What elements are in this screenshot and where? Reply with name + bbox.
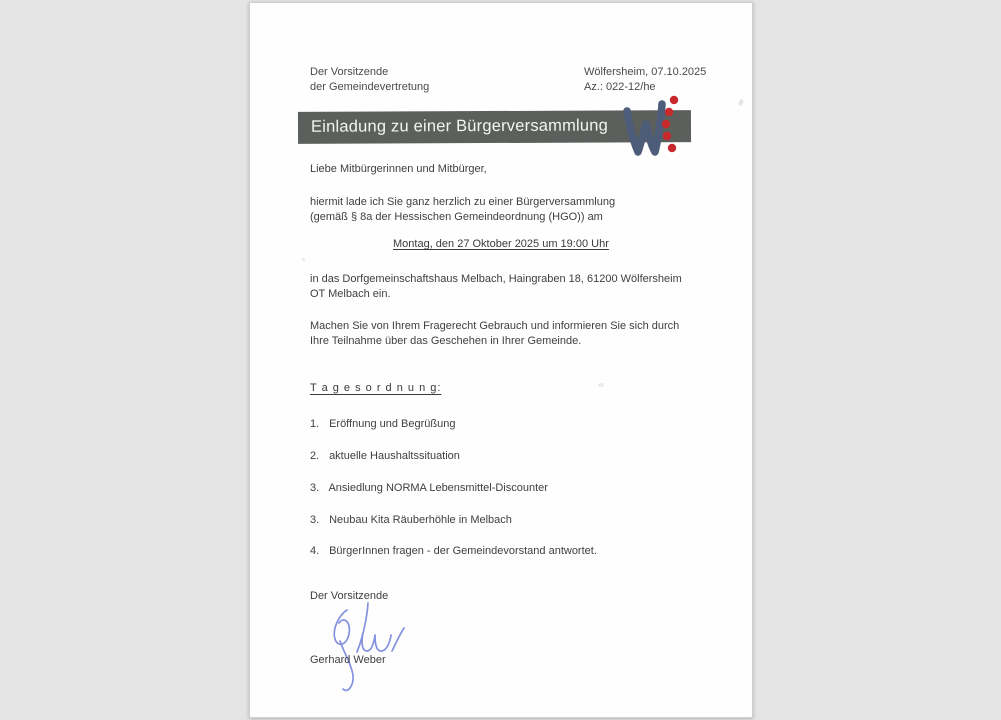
appeal-paragraph	[310, 319, 679, 348]
appeal-line-1: Machen Sie von Ihrem Fragerecht Gebrauch und informieren Sie sich durch	[310, 320, 680, 332]
place-date: Wölfersheim, 07.10.2025	[584, 66, 707, 78]
scan-artifact	[302, 258, 305, 261]
sender-line-2: der Gemeindevertretung	[310, 80, 430, 93]
agenda-item-5	[310, 545, 597, 557]
appeal-line-2: Ihre Teilnahme über das Geschehen in Ihrer Gemeinde.	[310, 334, 582, 347]
agenda-item-4-text: Neubau Kita Räuberhöhle in Melbach	[329, 514, 512, 526]
location-line-1: in das Dorfgemeinschaftshaus Melbach, Haingraben 18, 61200 Wölfersheim	[310, 273, 682, 285]
agenda-item-1-number: 1.	[310, 418, 320, 430]
signer-name: Gerhard Weber	[310, 654, 386, 666]
salutation: Liebe Mitbürgerinnen und Mitbürger,	[310, 163, 487, 175]
agenda-item-2-number: 2.	[310, 450, 320, 462]
sender-line-1: Der Vorsitzende	[310, 66, 389, 78]
letter-page	[249, 2, 753, 718]
agenda-item-4-number: 3.	[310, 514, 320, 526]
agenda-item-4	[310, 514, 512, 526]
logo-letter-w	[627, 104, 662, 152]
intro-line-1: hiermit lade ich Sie ganz herzlich zu einer Bürgerversammlung	[310, 196, 616, 208]
closing-role: Der Vorsitzende	[310, 590, 389, 602]
meeting-date: Montag, den 27 Oktober 2025 um 19:00 Uhr	[393, 238, 609, 250]
document-title: Einladung zu einer Bürgerversammlung	[310, 116, 609, 136]
file-reference: Az.: 022-12/he	[584, 80, 656, 93]
location-line-2: OT Melbach ein.	[310, 287, 391, 300]
agenda-item-5-text: BürgerInnen fragen - der Gemeindevorstand antwortet.	[329, 545, 597, 557]
scan-artifact	[598, 383, 604, 387]
agenda-item-5-number: 4.	[310, 545, 320, 557]
sender-block	[310, 65, 429, 94]
agenda-item-1	[310, 418, 455, 430]
agenda-heading: T a g e s o r d n u n g:	[310, 382, 442, 394]
intro-paragraph	[310, 195, 615, 224]
location-paragraph	[310, 272, 682, 301]
agenda-item-2	[310, 450, 460, 462]
agenda-item-3	[310, 482, 548, 494]
agenda-item-1-text: Eröffnung und Begrüßung	[329, 418, 456, 430]
handwritten-signature	[326, 600, 408, 698]
intro-line-2: (gemäß § 8a der Hessischen Gemeindeordnung (HGO)) am	[310, 210, 603, 223]
municipality-logo	[614, 87, 690, 169]
agenda-item-3-text: Ansiedlung NORMA Lebensmittel-Discounter	[328, 482, 548, 494]
agenda-item-2-text: aktuelle Haushaltssituation	[329, 450, 460, 462]
agenda-item-3-number: 3.	[310, 482, 320, 494]
scan-artifact	[738, 99, 744, 107]
